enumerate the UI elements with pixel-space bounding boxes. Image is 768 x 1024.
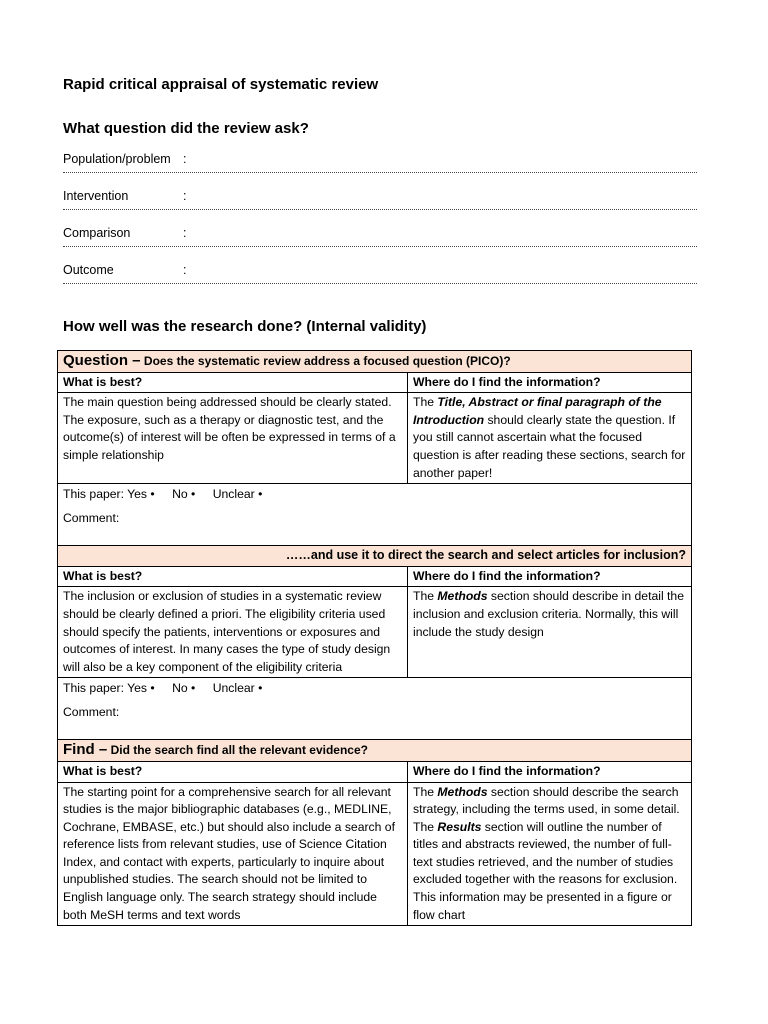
where-find-text bbox=[408, 587, 692, 678]
option-unclear[interactable]: Unclear • bbox=[212, 487, 263, 502]
answer-row bbox=[58, 678, 692, 740]
page-title: Rapid critical appraisal of systematic review bbox=[63, 76, 379, 93]
pico-label: Population/problem bbox=[63, 152, 171, 166]
pico-answer-line[interactable] bbox=[63, 246, 697, 247]
pico-colon: : bbox=[183, 226, 187, 240]
pico-label: Comparison bbox=[63, 226, 131, 240]
find-section-header bbox=[58, 740, 692, 762]
emphasis-text: Title, Abstract or final paragraph of the Introduction bbox=[413, 395, 662, 427]
text-fragment: section will outline the number of titles and abstracts reviewed, the number of full-text studies retrieved, and the number of studies excluded together with the reasons for exclusion. This information may be presented in a figure or flow chart bbox=[413, 819, 678, 922]
guidance-row bbox=[58, 587, 692, 678]
where-find-text bbox=[408, 393, 692, 484]
emphasis-text: Methods bbox=[437, 784, 488, 799]
column-header-row bbox=[58, 566, 692, 587]
section-question: Did the search find all the relevant evidence? bbox=[110, 743, 368, 758]
question-section-header bbox=[58, 351, 692, 373]
option-unclear[interactable]: Unclear • bbox=[212, 681, 263, 696]
pico-colon: : bbox=[183, 263, 187, 277]
this-paper-options bbox=[63, 486, 686, 510]
pico-answer-line[interactable] bbox=[63, 283, 697, 284]
what-is-best-text: The inclusion or exclusion of studies in a systematic review should be clearly defined a priori. The eligibility criteria used should specify the patients, interventions or exposures and outcomes of interest. In many cases the type of study design will also be a key component of the eligibility criteria bbox=[58, 587, 408, 678]
section-question: Does the systematic review address a focused question (PICO)? bbox=[143, 354, 511, 368]
what-is-best-header: What is best? bbox=[58, 566, 408, 587]
text-fragment: section should describe the search strategy, including the terms used, in some detail. The bbox=[413, 784, 680, 834]
what-is-best-header: What is best? bbox=[58, 761, 408, 782]
option-no[interactable]: No • bbox=[172, 487, 196, 502]
appraisal-table bbox=[57, 350, 692, 926]
option-no[interactable]: No • bbox=[172, 681, 196, 696]
option-yes[interactable]: This paper: Yes • bbox=[63, 681, 155, 696]
what-is-best-header: What is best? bbox=[58, 372, 408, 393]
comment-field[interactable]: Comment: bbox=[63, 705, 120, 720]
section-title: Find – bbox=[63, 741, 108, 759]
pico-colon: : bbox=[183, 152, 187, 166]
where-find-header: Where do I find the information? bbox=[408, 372, 692, 393]
this-paper-options bbox=[63, 680, 686, 704]
what-is-best-text: The main question being addressed should be clearly stated. The exposure, such as a therapy or diagnostic test, and the outcome(s) of interest will be often be expressed in terms of a simple relationship bbox=[58, 393, 408, 484]
pico-answer-line[interactable] bbox=[63, 209, 697, 210]
pico-label: Intervention bbox=[63, 189, 129, 203]
emphasis-text: Methods bbox=[437, 589, 488, 604]
answer-row bbox=[58, 484, 692, 546]
option-yes[interactable]: This paper: Yes • bbox=[63, 487, 155, 502]
where-find-header: Where do I find the information? bbox=[408, 761, 692, 782]
inclusion-section-header bbox=[58, 546, 692, 567]
text-fragment: The bbox=[413, 589, 438, 604]
section-question: ……and use it to direct the search and select articles for inclusion? bbox=[58, 546, 692, 567]
pico-answer-line[interactable] bbox=[63, 172, 697, 173]
text-fragment: should clearly state the question. If you still cannot ascertain what the focused question is after reading these sections, search for another paper! bbox=[413, 412, 686, 480]
question-heading: What question did the review ask? bbox=[63, 120, 309, 137]
text-fragment: The bbox=[413, 395, 438, 410]
pico-label: Outcome bbox=[63, 263, 114, 277]
validity-heading: How well was the research done? (Internal validity) bbox=[63, 318, 427, 335]
what-is-best-text: The starting point for a comprehensive search for all relevant studies is the major bibliographic databases (e.g., MEDLINE, Cochrane, EMBASE, etc.) but should also include a search of reference lists from relevant studies, use of Science Citation Index, and contact with experts, particularly to inquire about unpublished studies. The search should not be limited to English language only. The search strategy should include both MeSH terms and text words bbox=[58, 782, 408, 926]
guidance-row bbox=[58, 782, 692, 926]
text-fragment: section should describe in detail the inclusion and exclusion criteria. Normally, this will include the study design bbox=[413, 589, 684, 639]
section-title: Question – bbox=[63, 352, 141, 369]
pico-colon: : bbox=[183, 189, 187, 203]
column-header-row bbox=[58, 761, 692, 782]
comment-field[interactable]: Comment: bbox=[63, 511, 120, 526]
column-header-row bbox=[58, 372, 692, 393]
where-find-header: Where do I find the information? bbox=[408, 566, 692, 587]
guidance-row bbox=[58, 393, 692, 484]
text-fragment: The bbox=[413, 784, 438, 799]
where-find-text bbox=[408, 782, 692, 926]
emphasis-text: Results bbox=[437, 819, 482, 834]
